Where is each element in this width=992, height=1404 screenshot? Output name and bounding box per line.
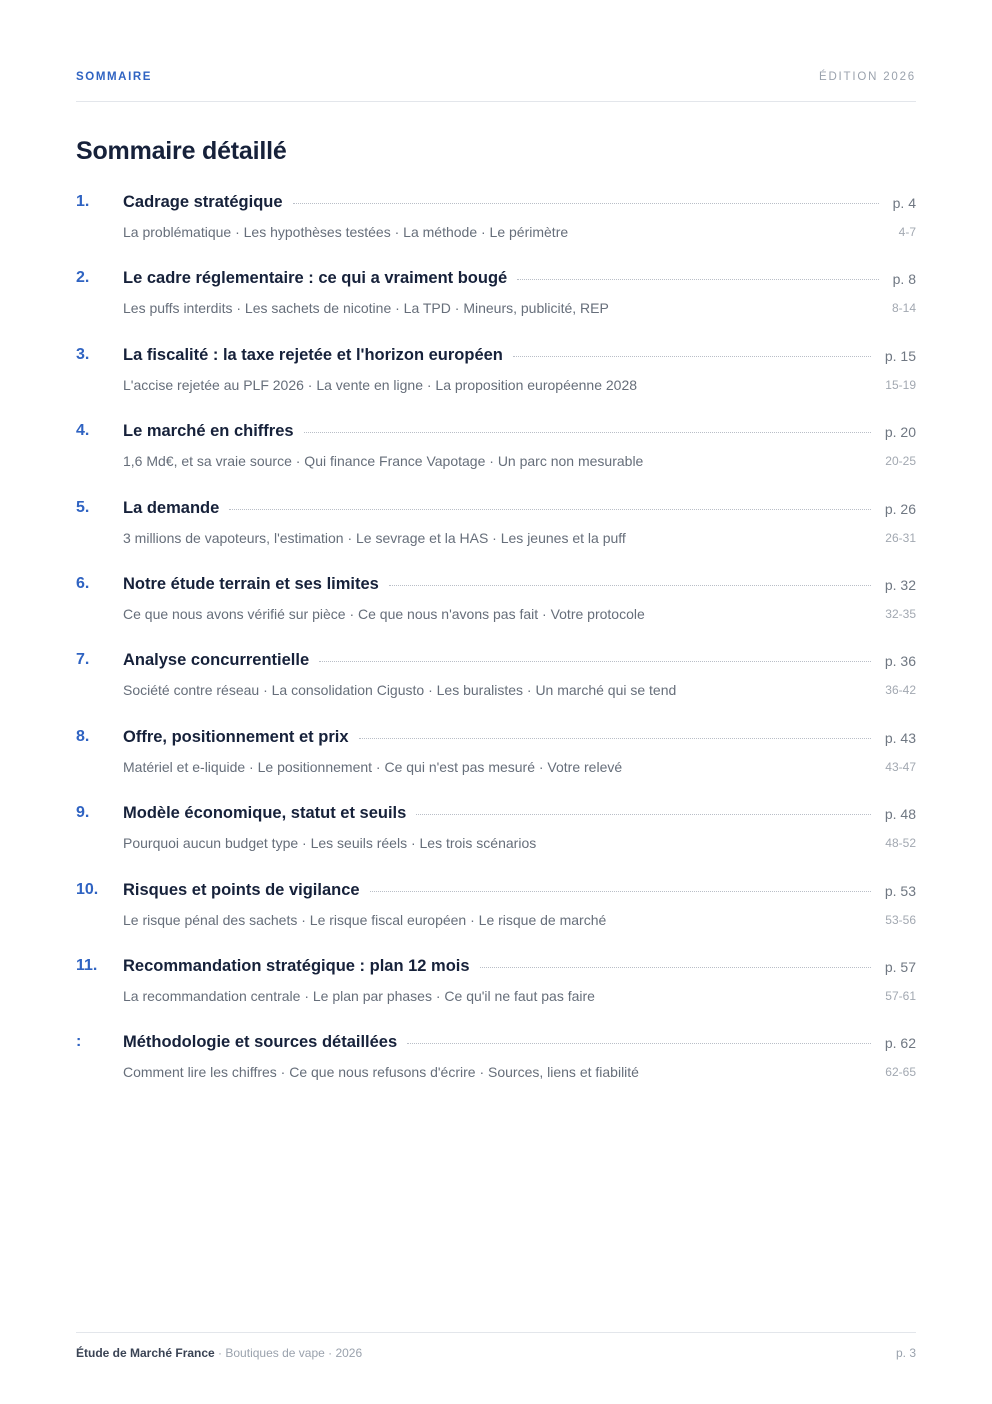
toc-entry-number: 3. — [76, 345, 90, 363]
toc-entry-number: 9. — [76, 804, 90, 822]
toc-entry-heading-row — [123, 649, 916, 671]
toc-entry-title[interactable]: La demande — [123, 498, 220, 517]
toc-entry[interactable] — [76, 267, 916, 343]
toc-dot-leader — [370, 891, 871, 892]
toc-entry[interactable] — [76, 1031, 916, 1107]
toc-entry-page: p. 15 — [884, 347, 916, 364]
footer-page-number: p. 3 — [895, 1346, 916, 1360]
toc-entry[interactable] — [76, 802, 916, 878]
toc-entry-page: p. 4 — [892, 195, 916, 211]
toc-entry[interactable] — [76, 420, 916, 496]
toc-entry-title[interactable]: Offre, positionnement et prix — [123, 727, 349, 746]
toc-entry-subtopics: Matériel et e-liquide · Le positionnement · Ce qui n'est pas mesuré · Votre relevé — [123, 758, 623, 775]
toc-entry-subtopics: Le risque pénal des sachets · Le risque fiscal européen · Le risque de marché — [123, 911, 607, 928]
toc-entry[interactable] — [76, 573, 916, 649]
toc-entry[interactable] — [76, 344, 916, 420]
toc-entry-number: : — [76, 1033, 82, 1051]
toc-entry-page-range: 36-42 — [885, 683, 916, 698]
toc-entry-title[interactable]: Notre étude terrain et ses limites — [123, 574, 379, 593]
toc-entry-subtopics: Société contre réseau · La consolidation Cigusto · Les buralistes · Un marché qui se tend — [123, 682, 677, 699]
toc-entry-number: 11. — [76, 956, 98, 974]
toc-entry-title[interactable]: Le cadre réglementaire : ce qui a vraiment bougé — [123, 269, 508, 288]
footer-document — [76, 1346, 362, 1360]
toc-entry-subtopics: Pourquoi aucun budget type · Les seuils réels · Les trois scénarios — [123, 835, 537, 852]
toc-entry-heading-row — [123, 344, 916, 366]
toc-dot-leader — [359, 738, 871, 739]
toc-entry-subtopics: La problématique · Les hypothèses testées · La méthode · Le périmètre — [123, 224, 569, 240]
toc-entry[interactable] — [76, 879, 916, 955]
toc-entry-heading-row — [123, 802, 916, 824]
toc-entry-page-range: 4-7 — [898, 225, 916, 239]
table-of-contents — [76, 191, 916, 1108]
toc-entry-page-range: 48-52 — [885, 836, 916, 851]
toc-entry-number: 7. — [76, 651, 90, 669]
toc-entry[interactable] — [76, 497, 916, 573]
toc-entry-title[interactable]: Modèle économique, statut et seuils — [123, 804, 407, 823]
toc-entry-subtopics: La recommandation centrale · Le plan par phases · Ce qu'il ne faut pas faire — [123, 987, 595, 1004]
toc-entry-title[interactable]: Méthodologie et sources détaillées — [123, 1033, 398, 1052]
toc-entry-page-range: 8-14 — [891, 301, 916, 316]
toc-entry-subtopics: Ce que nous avons vérifié sur pièce · Ce que nous n'avons pas fait · Votre protocole — [123, 605, 645, 622]
toc-entry-number: 1. — [76, 193, 90, 210]
toc-entry-title[interactable]: La fiscalité : la taxe rejetée et l'horizon européen — [123, 345, 503, 364]
toc-entry-page: p. 43 — [884, 729, 916, 746]
toc-entry-page-range: 57-61 — [885, 988, 916, 1003]
toc-entry-number: 8. — [76, 727, 90, 745]
toc-entry-title[interactable]: Cadrage stratégique — [123, 193, 283, 211]
toc-entry-number: 4. — [76, 422, 90, 440]
toc-dot-leader — [293, 203, 879, 204]
toc-entry-page: p. 32 — [884, 576, 916, 593]
toc-dot-leader — [513, 356, 871, 357]
toc-entry-page: p. 57 — [884, 958, 916, 975]
toc-entry-page: p. 53 — [884, 882, 916, 899]
toc-entry-title[interactable]: Recommandation stratégique : plan 12 mois — [123, 956, 470, 975]
toc-dot-leader — [517, 279, 878, 280]
toc-entry-page-range: 15-19 — [885, 377, 916, 392]
toc-entry-number: 10. — [76, 880, 99, 898]
toc-entry-page-range: 53-56 — [885, 912, 916, 927]
toc-entry-heading-row — [123, 879, 916, 901]
toc-entry-subtopics: Les puffs interdits · Les sachets de nicotine · La TPD · Mineurs, publicité, REP — [123, 300, 609, 317]
toc-entry-heading-row — [123, 191, 916, 213]
toc-entry-title[interactable]: Le marché en chiffres — [123, 422, 294, 441]
footer-title: Étude de Marché France — [76, 1346, 215, 1360]
toc-dot-leader — [480, 967, 871, 968]
toc-entry-subtopics: Comment lire les chiffres · Ce que nous refusons d'écrire · Sources, liens et fiabilité — [123, 1064, 639, 1081]
section-label: SOMMAIRE — [76, 71, 153, 83]
toc-dot-leader — [319, 661, 871, 662]
page-title: Sommaire détaillé — [76, 137, 287, 165]
toc-entry-heading-row — [123, 420, 916, 442]
toc-entry-title[interactable]: Risques et points de vigilance — [123, 880, 360, 899]
toc-entry-heading-row — [123, 573, 916, 595]
toc-entry-page: p. 8 — [892, 271, 916, 288]
toc-entry-heading-row — [123, 1031, 916, 1053]
running-header — [76, 71, 916, 102]
toc-entry[interactable] — [76, 955, 916, 1031]
toc-entry-page-range: 26-31 — [885, 530, 916, 545]
toc-entry-page-range: 32-35 — [885, 606, 916, 621]
toc-entry-page-range: 62-65 — [885, 1065, 916, 1080]
toc-entry-page-range: 43-47 — [885, 759, 916, 774]
toc-entry-heading-row — [123, 726, 916, 748]
toc-dot-leader — [389, 585, 871, 586]
toc-entry-page: p. 36 — [884, 653, 916, 670]
toc-dot-leader — [407, 1043, 871, 1044]
toc-entry-number: 6. — [76, 574, 90, 592]
toc-dot-leader — [416, 814, 871, 815]
toc-entry-number: 2. — [76, 269, 90, 287]
toc-entry-heading-row — [123, 267, 916, 289]
toc-entry-page: p. 48 — [884, 806, 916, 823]
toc-entry-title[interactable]: Analyse concurrentielle — [123, 651, 310, 670]
toc-entry-page: p. 20 — [884, 424, 916, 441]
footer-meta: · Boutiques de vape · 2026 — [214, 1346, 363, 1360]
toc-dot-leader — [304, 432, 871, 433]
toc-entry-page: p. 26 — [884, 500, 916, 517]
toc-entry-subtopics: 3 millions de vapoteurs, l'estimation · Le sevrage et la HAS · Les jeunes et la puff — [123, 529, 626, 546]
toc-entry[interactable] — [76, 649, 916, 725]
toc-entry-page: p. 62 — [884, 1035, 916, 1052]
toc-entry-number: 5. — [76, 498, 90, 516]
toc-entry-subtopics: 1,6 Md€, et sa vraie source · Qui finance France Vapotage · Un parc non mesurable — [123, 453, 644, 470]
toc-entry-heading-row — [123, 955, 916, 977]
toc-entry-subtopics: L'accise rejetée au PLF 2026 · La vente en ligne · La proposition européenne 2028 — [123, 376, 638, 393]
toc-dot-leader — [229, 509, 871, 510]
toc-entry-heading-row — [123, 497, 916, 519]
toc-entry-page-range: 20-25 — [885, 454, 916, 469]
toc-entry[interactable] — [76, 191, 916, 267]
page-footer — [76, 1332, 916, 1360]
toc-entry[interactable] — [76, 726, 916, 802]
edition-label: ÉDITION 2026 — [818, 71, 916, 83]
